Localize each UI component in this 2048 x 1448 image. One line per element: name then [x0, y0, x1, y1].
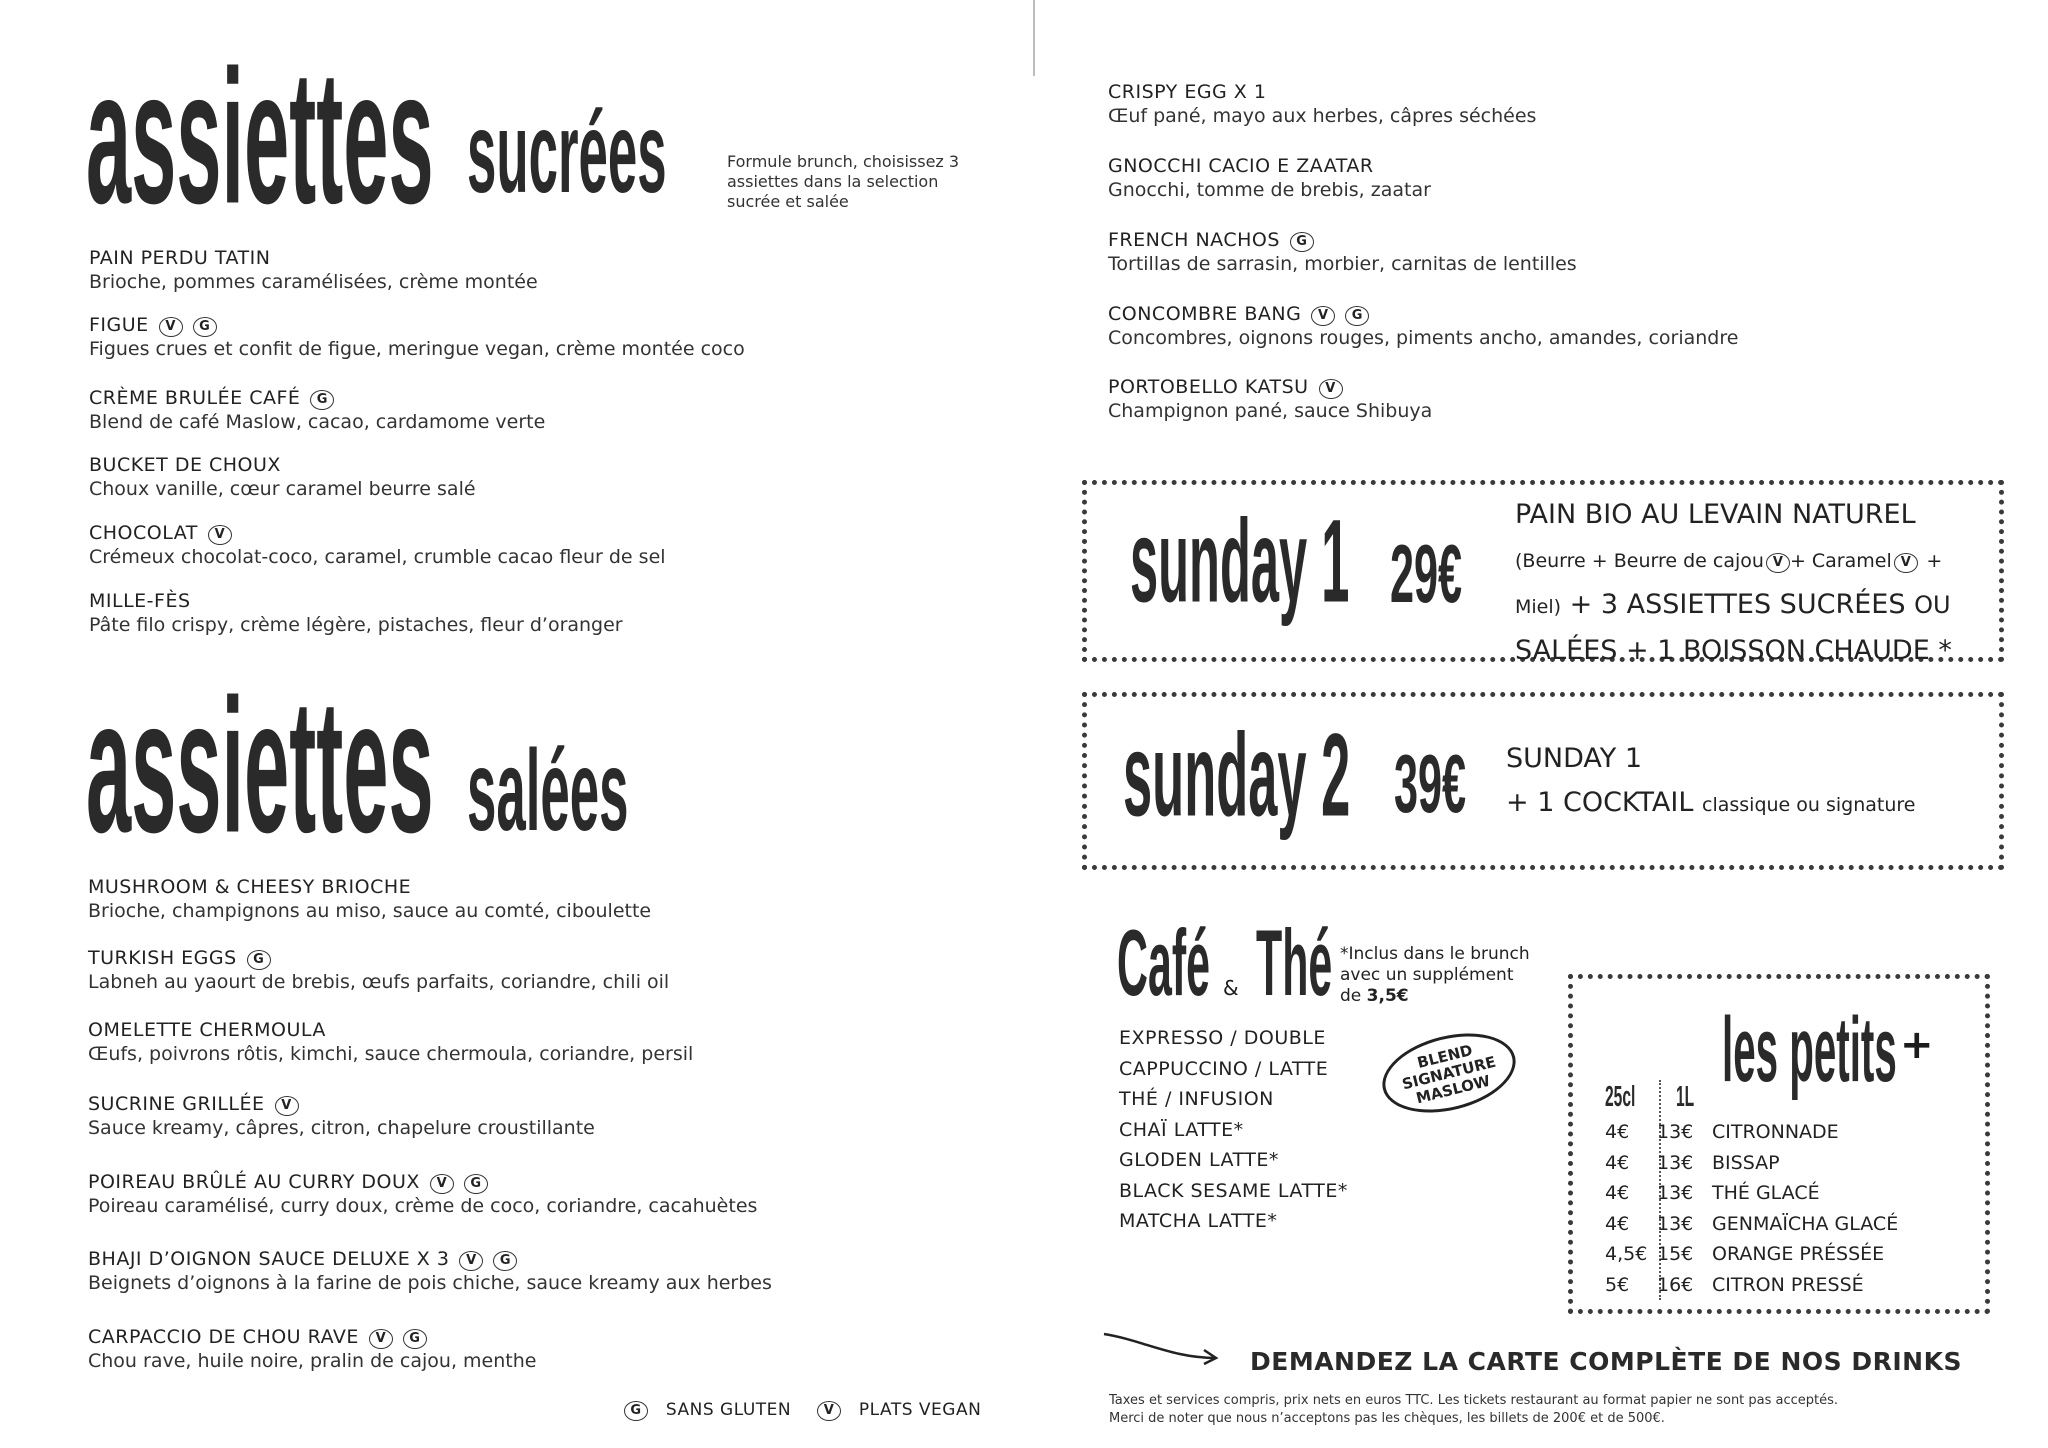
menu-item-name: GNOCCHI CACIO E ZAATAR	[1108, 155, 1374, 177]
sunday2-description	[1506, 737, 1915, 827]
menu-item-description: Blend de café Maslow, cacao, cardamome verte	[89, 411, 546, 433]
menu-item	[1108, 154, 1431, 203]
hot-drink-item: GLODEN LATTE*	[1119, 1149, 1279, 1171]
menu-item-name: CRISPY EGG X 1	[1108, 81, 1267, 103]
menu-item-name: OMELETTE CHERMOULA	[88, 1019, 326, 1041]
sunday2-line1: SUNDAY 1	[1506, 743, 1643, 774]
menu-item	[88, 1325, 536, 1374]
menu-item-description: Crémeux chocolat-coco, caramel, crumble cacao fleur de sel	[89, 546, 666, 568]
gluten-free-icon: G	[624, 1401, 648, 1421]
vegan-icon: V	[275, 1096, 299, 1116]
menu-item-name: SUCRINE GRILLÉE V	[88, 1092, 595, 1116]
brunch-supplement-note: *Inclus dans le brunch avec un supplément de 3,5€	[1340, 944, 1530, 1006]
vegan-icon: V	[159, 317, 183, 337]
menu-item-description: Concombres, oignons rouges, piments ancho, amandes, coriandre	[1108, 327, 1739, 349]
vegan-icon: V	[430, 1174, 454, 1194]
gluten-free-icon: G	[1345, 306, 1369, 326]
blend-signature-stamp: BLEND SIGNATURE MASLOW	[1374, 1021, 1524, 1126]
petits-row	[1605, 1148, 1898, 1179]
sunday2-price: 39€	[1394, 738, 1467, 831]
hot-drinks-list	[1119, 1023, 1348, 1237]
menu-item-name: FRENCH NACHOS G	[1108, 228, 1577, 252]
menu-item-name: CONCOMBRE BANG V G	[1108, 302, 1738, 326]
menu-item-name: TURKISH EGGS G	[88, 946, 669, 970]
menu-item	[88, 1170, 757, 1219]
menu-item	[89, 589, 623, 638]
menu-item-description: Beignets d’oignons à la farine de pois chiche, sauce kreamy aux herbes	[88, 1272, 772, 1294]
menu-item-name: FIGUE V G	[89, 313, 745, 337]
menu-item	[1108, 228, 1577, 277]
legend-vegan-label: PLATS VEGAN	[858, 1400, 982, 1420]
hot-drink-item: CAPPUCCINO / LATTE	[1119, 1057, 1329, 1080]
gluten-free-icon: G	[403, 1329, 427, 1349]
petits-price-table	[1605, 1117, 1898, 1300]
price-25cl: 4€	[1605, 1212, 1630, 1235]
menu-item	[89, 521, 666, 570]
hot-drink-item: BLACK SESAME LATTE*	[1119, 1179, 1348, 1202]
vegan-icon: V	[817, 1401, 841, 1421]
menu-item-name: BUCKET DE CHOUX	[89, 454, 281, 476]
gluten-free-icon: G	[1290, 232, 1314, 252]
gluten-free-icon: G	[310, 390, 334, 410]
price-1l: 15€	[1657, 1243, 1694, 1266]
drinks-menu-callout: DEMANDEZ LA CARTE COMPLÈTE DE NOS DRINKS	[1250, 1347, 1962, 1376]
menu-item-description: Gnocchi, tomme de brebis, zaatar	[1108, 179, 1431, 201]
petits-row	[1605, 1239, 1898, 1270]
price-1l: 13€	[1657, 1151, 1694, 1174]
menu-item-name: MILLE-FÈS	[89, 590, 191, 612]
menu-item	[88, 1247, 772, 1296]
cafe-title-the: Thé	[1256, 910, 1333, 1016]
hot-drink-item: MATCHA LATTE*	[1119, 1210, 1278, 1232]
sucrees-title-main: assiettes	[86, 29, 434, 244]
sunday1-line1: PAIN BIO AU LEVAIN NATUREL	[1515, 499, 1916, 530]
gluten-free-icon: G	[464, 1174, 488, 1194]
sunday1-line4: SALÉES + 1 BOISSON CHAUDE *	[1515, 635, 1952, 666]
price-1l: 13€	[1657, 1212, 1694, 1235]
salees-title-main: assiettes	[86, 658, 434, 873]
sunday2-name: sunday 2	[1123, 710, 1351, 842]
sunday2-line2: + 1 COCKTAIL classique ou signature	[1506, 787, 1916, 818]
salees-title-sub-wrap	[467, 726, 761, 856]
price-25cl: 4€	[1605, 1151, 1630, 1174]
gluten-free-icon: G	[193, 317, 217, 337]
price-25cl: 4,5€	[1605, 1243, 1648, 1266]
vegan-icon: V	[1319, 379, 1343, 399]
petits-row	[1605, 1209, 1898, 1240]
menu-item-description: Œuf pané, mayo aux herbes, câpres séchées	[1108, 105, 1537, 127]
menu-item-description: Brioche, champignons au miso, sauce au comté, ciboulette	[88, 900, 652, 922]
sunday1-line2: (Beurre + Beurre de cajou V + Caramel V +	[1515, 550, 1943, 572]
petits-row	[1605, 1178, 1898, 1209]
vegan-icon: V	[208, 525, 232, 545]
menu-item-name: BHAJI D’OIGNON SAUCE DELUXE X 3 V G	[88, 1247, 772, 1271]
legal-footer: Taxes et services compris, prix nets en euros TTC. Les tickets restaurant au format papier ne sont pas acceptés. Merci de noter que nous n’acceptons pas les chèques, les billets de 200€ et de 500€.	[1109, 1393, 1839, 1426]
petits-title	[1722, 998, 2034, 1102]
menu-item	[89, 453, 476, 502]
petits-row	[1605, 1270, 1898, 1301]
menu-item-name: CRÈME BRULÉE CAFÉ G	[89, 386, 545, 410]
hot-drink-item: CHAÏ LATTE*	[1119, 1118, 1244, 1141]
menu-item	[88, 946, 669, 995]
menu-item	[89, 313, 745, 362]
cafe-title-amp: &	[1223, 976, 1239, 1000]
petits-col1-header: 25cl	[1605, 1079, 1636, 1113]
vegan-icon: V	[1766, 553, 1790, 573]
brunch-intro: Formule brunch, choisissez 3 assiettes dans la selection sucrée et salée	[727, 152, 960, 211]
price-25cl: 5€	[1605, 1273, 1630, 1296]
menu-item	[89, 386, 545, 435]
hot-drink-item: EXPRESSO / DOUBLE	[1119, 1027, 1326, 1049]
drink-name: CITRON PRESSÉ	[1712, 1273, 1864, 1296]
drink-name: THÉ GLACÉ	[1712, 1182, 1820, 1205]
sunday2-box	[1082, 692, 2004, 870]
drink-name: CITRONNADE	[1712, 1121, 1839, 1144]
menu-item	[1108, 302, 1738, 351]
menu-item	[1108, 375, 1432, 424]
sunday1-box	[1082, 480, 2004, 666]
price-1l: 16€	[1657, 1273, 1694, 1296]
menu-item-name: PORTOBELLO KATSU V	[1108, 375, 1432, 399]
sunday1-price-wrap	[1390, 528, 1510, 621]
cafe-title-cafe: Café	[1117, 910, 1210, 1016]
menu-item-name: CARPACCIO DE CHOU RAVE V G	[88, 1325, 536, 1349]
page-fold-line	[1033, 0, 1035, 76]
vegan-icon: V	[1311, 306, 1335, 326]
price-25cl: 4€	[1605, 1182, 1630, 1205]
gluten-free-icon: G	[247, 950, 271, 970]
arrow-icon	[1102, 1330, 1222, 1370]
salees-title-sub: salées	[467, 726, 629, 856]
sunday1-line3: Miel) + 3 ASSIETTES SUCRÉES OU	[1515, 589, 1951, 620]
menu-item-description: Chou rave, huile noire, pralin de cajou, menthe	[88, 1350, 537, 1372]
menu-item-name: POIREAU BRÛLÉ AU CURRY DOUX V G	[88, 1170, 757, 1194]
legend-gluten	[624, 1400, 791, 1421]
menu-item	[89, 246, 538, 295]
menu-item-description: Figues crues et confit de figue, meringue vegan, crème montée coco	[89, 338, 745, 360]
sunday2-price-wrap	[1394, 738, 1514, 831]
menu-item-description: Œufs, poivrons rôtis, kimchi, sauce chermoula, coriandre, persil	[88, 1043, 694, 1065]
vegan-icon: V	[459, 1251, 483, 1271]
menu-item-description: Labneh au yaourt de brebis, œufs parfaits, coriandre, chili oil	[88, 971, 670, 993]
menu-item-description: Champignon pané, sauce Shibuya	[1108, 400, 1433, 422]
gluten-free-icon: G	[493, 1251, 517, 1271]
drink-name: GENMAÏCHA GLACÉ	[1712, 1212, 1899, 1235]
sunday1-price: 29€	[1390, 528, 1463, 621]
petits-plus: +	[1900, 1022, 1934, 1068]
menu-item-name: PAIN PERDU TATIN	[89, 247, 271, 269]
legend-vegan	[817, 1400, 981, 1421]
hot-drink-item: THÉ / INFUSION	[1119, 1088, 1274, 1110]
price-1l: 13€	[1657, 1121, 1694, 1144]
menu-item-description: Choux vanille, cœur caramel beurre salé	[89, 478, 476, 500]
menu-item	[88, 1092, 595, 1141]
menu-item	[1108, 80, 1536, 129]
drink-name: ORANGE PRÉSSÉE	[1712, 1243, 1885, 1266]
menu-item	[88, 875, 651, 924]
menu-item-description: Brioche, pommes caramélisées, crème montée	[89, 271, 538, 293]
vegan-icon: V	[369, 1329, 393, 1349]
price-25cl: 4€	[1605, 1121, 1630, 1144]
menu-item-description: Pâte filo crispy, crème légère, pistaches, fleur d’oranger	[89, 614, 623, 636]
drink-name: BISSAP	[1712, 1151, 1780, 1174]
menu-item-name: CHOCOLAT V	[89, 521, 666, 545]
petits-row	[1605, 1117, 1898, 1148]
sunday1-description	[1515, 493, 1952, 673]
menu-item-description: Poireau caramélisé, curry doux, crème de coco, coriandre, cacahuètes	[88, 1195, 758, 1217]
menu-item-description: Sauce kreamy, câpres, citron, chapelure croustillante	[88, 1117, 595, 1139]
menu-item	[88, 1018, 693, 1067]
menu-item-description: Tortillas de sarrasin, morbier, carnitas de lentilles	[1108, 253, 1577, 275]
vegan-icon: V	[1894, 553, 1918, 573]
sucrees-title-sub: sucrées	[467, 88, 667, 218]
menu-item-name: MUSHROOM & CHEESY BRIOCHE	[88, 876, 412, 898]
sunday1-name: sunday 1	[1130, 496, 1350, 628]
petits-col2-header: 1L	[1676, 1079, 1695, 1113]
price-1l: 13€	[1657, 1182, 1694, 1205]
petits-title-text: les petits	[1722, 998, 1897, 1102]
legend-gluten-label: SANS GLUTEN	[665, 1400, 792, 1420]
